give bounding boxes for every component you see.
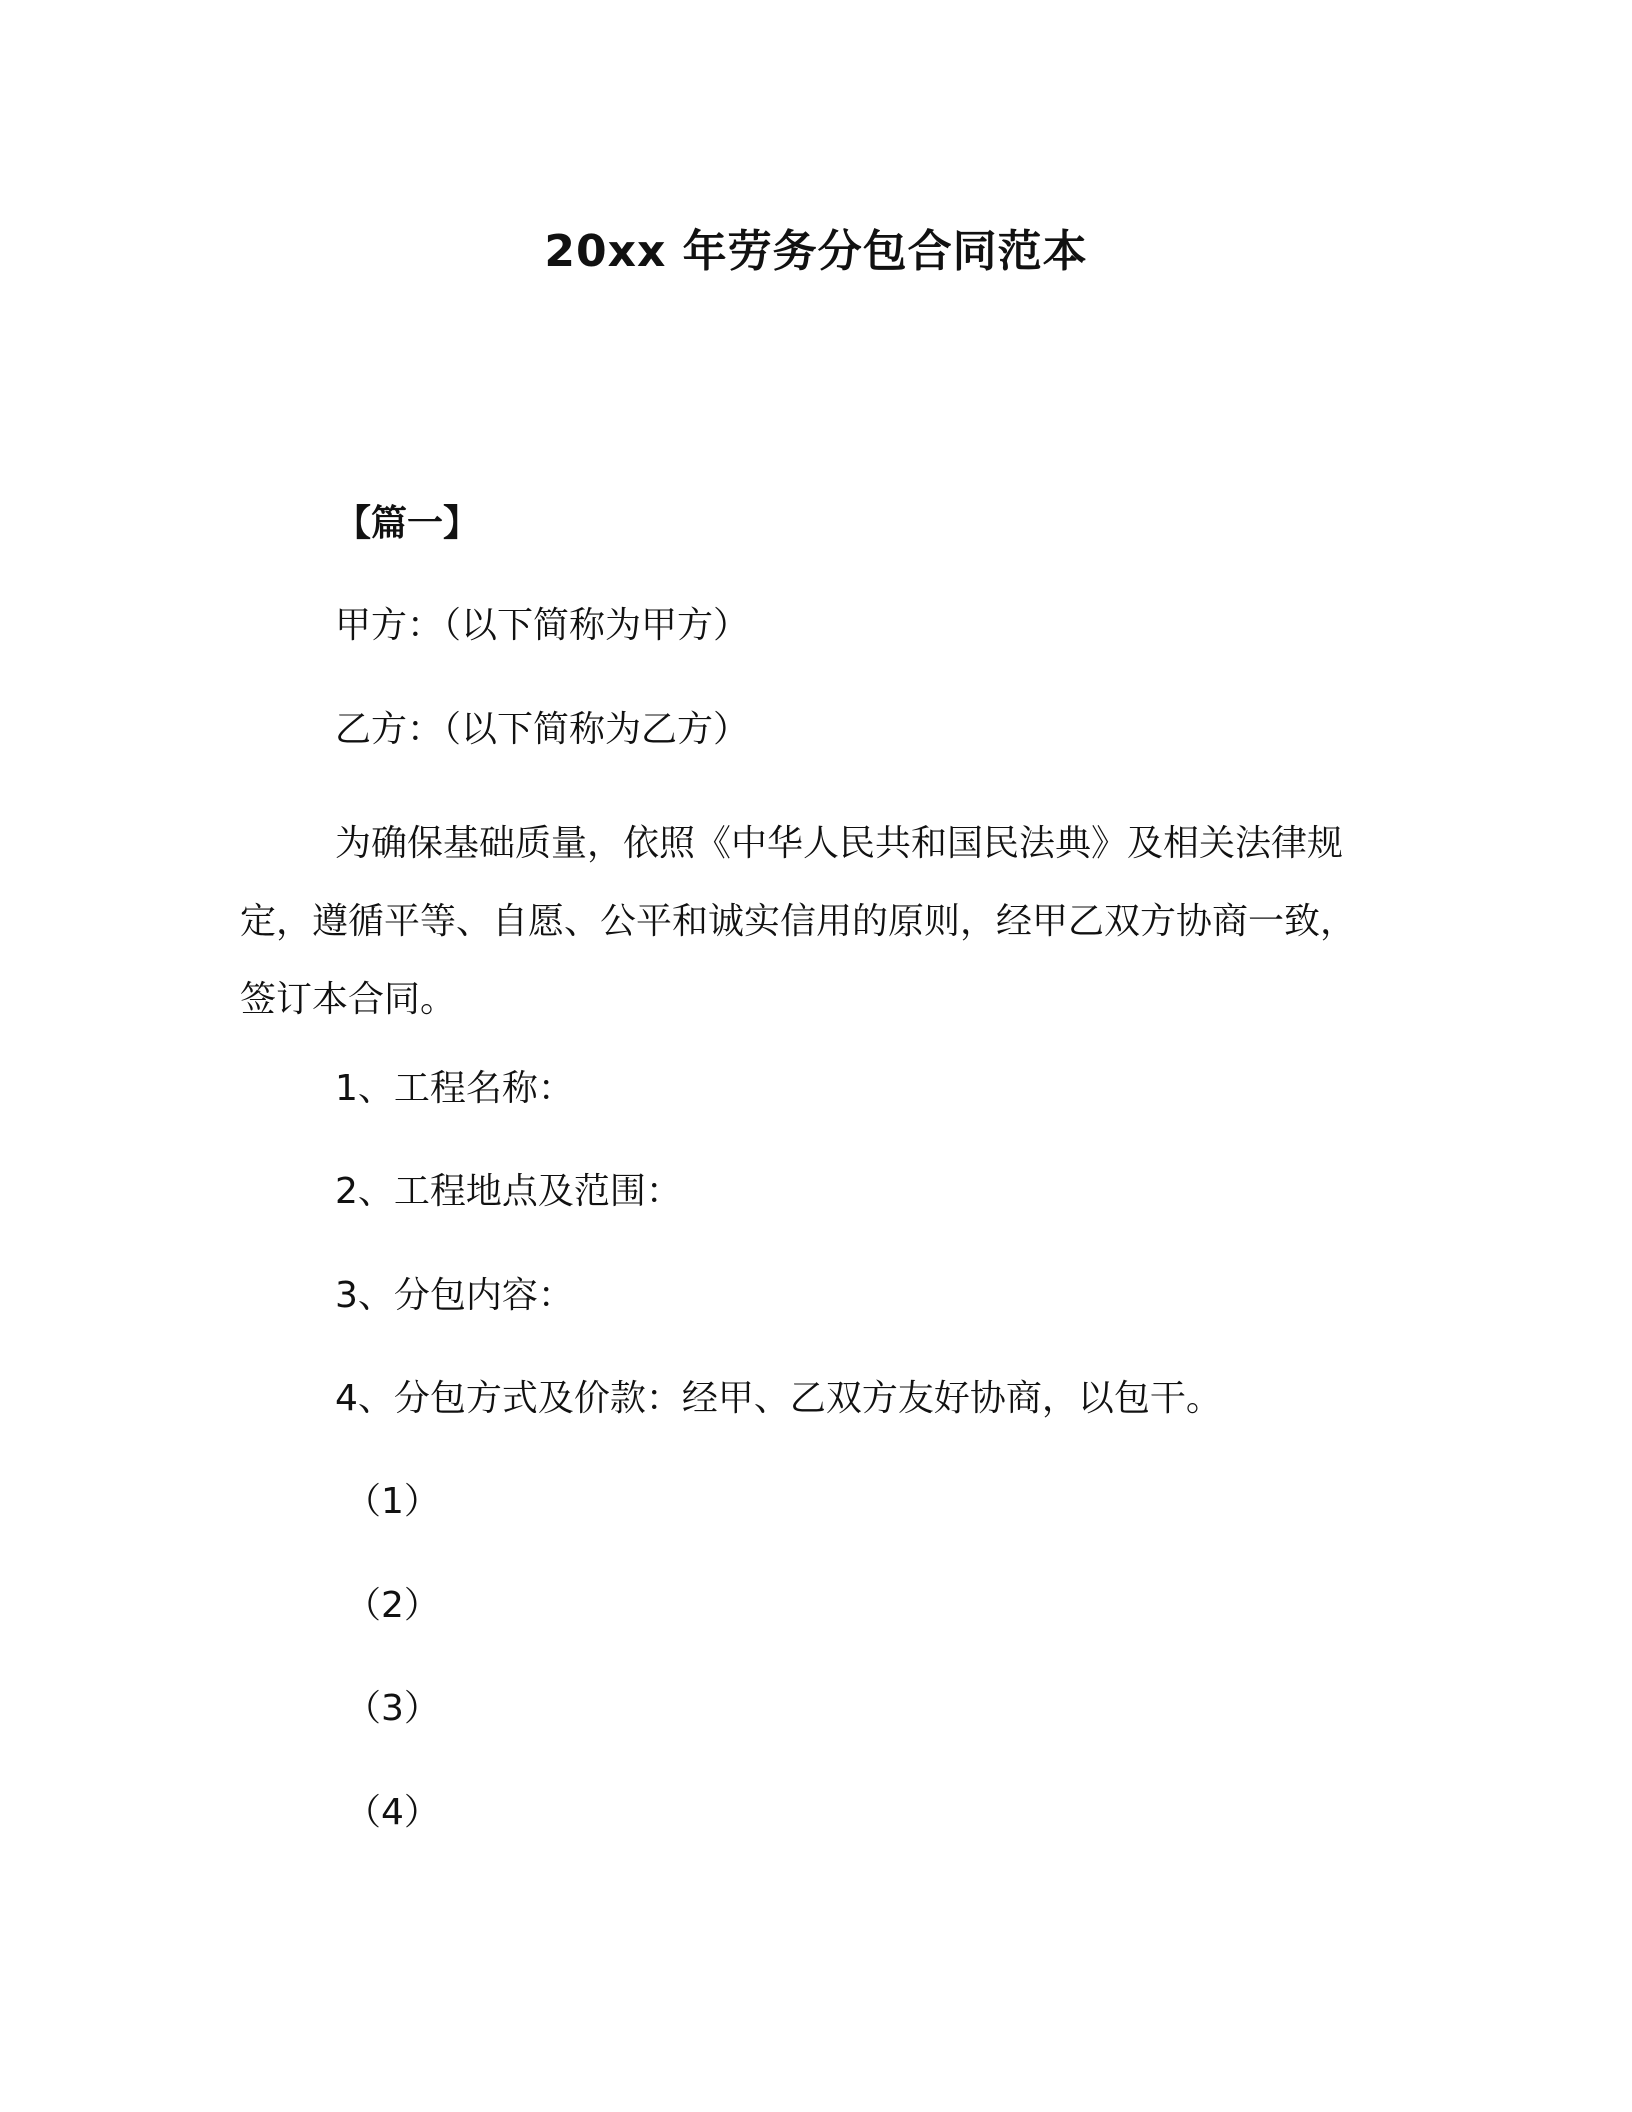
section-heading: 【篇一】: [335, 503, 480, 544]
preamble-paragraph: 为确保基础质量，依照《中华人民共和国民法典》及相关法律规定，遵循平等、自愿、公平和诚实信用的原则，经甲乙双方协商一致，签订本合同。: [240, 823, 1357, 1020]
party-a-line: 甲方：（以下简称为甲方）: [335, 605, 750, 646]
party-b-line: 乙方：（以下简称为乙方）: [335, 709, 750, 750]
subitem: （2）: [345, 1585, 440, 1626]
clause-item: 1、工程名称：: [335, 1068, 574, 1109]
subitem: （4）: [345, 1792, 440, 1833]
subitem: （1）: [345, 1481, 440, 1522]
document-title: 20xx 年劳务分包合同范本: [544, 226, 1088, 277]
clause-item: 4、分包方式及价款：经甲、乙双方友好协商，以包干。: [335, 1378, 1222, 1419]
clause-item: 2、工程地点及范围：: [335, 1171, 682, 1212]
subitem: （3）: [345, 1688, 440, 1729]
clause-item: 3、分包内容：: [335, 1275, 574, 1316]
